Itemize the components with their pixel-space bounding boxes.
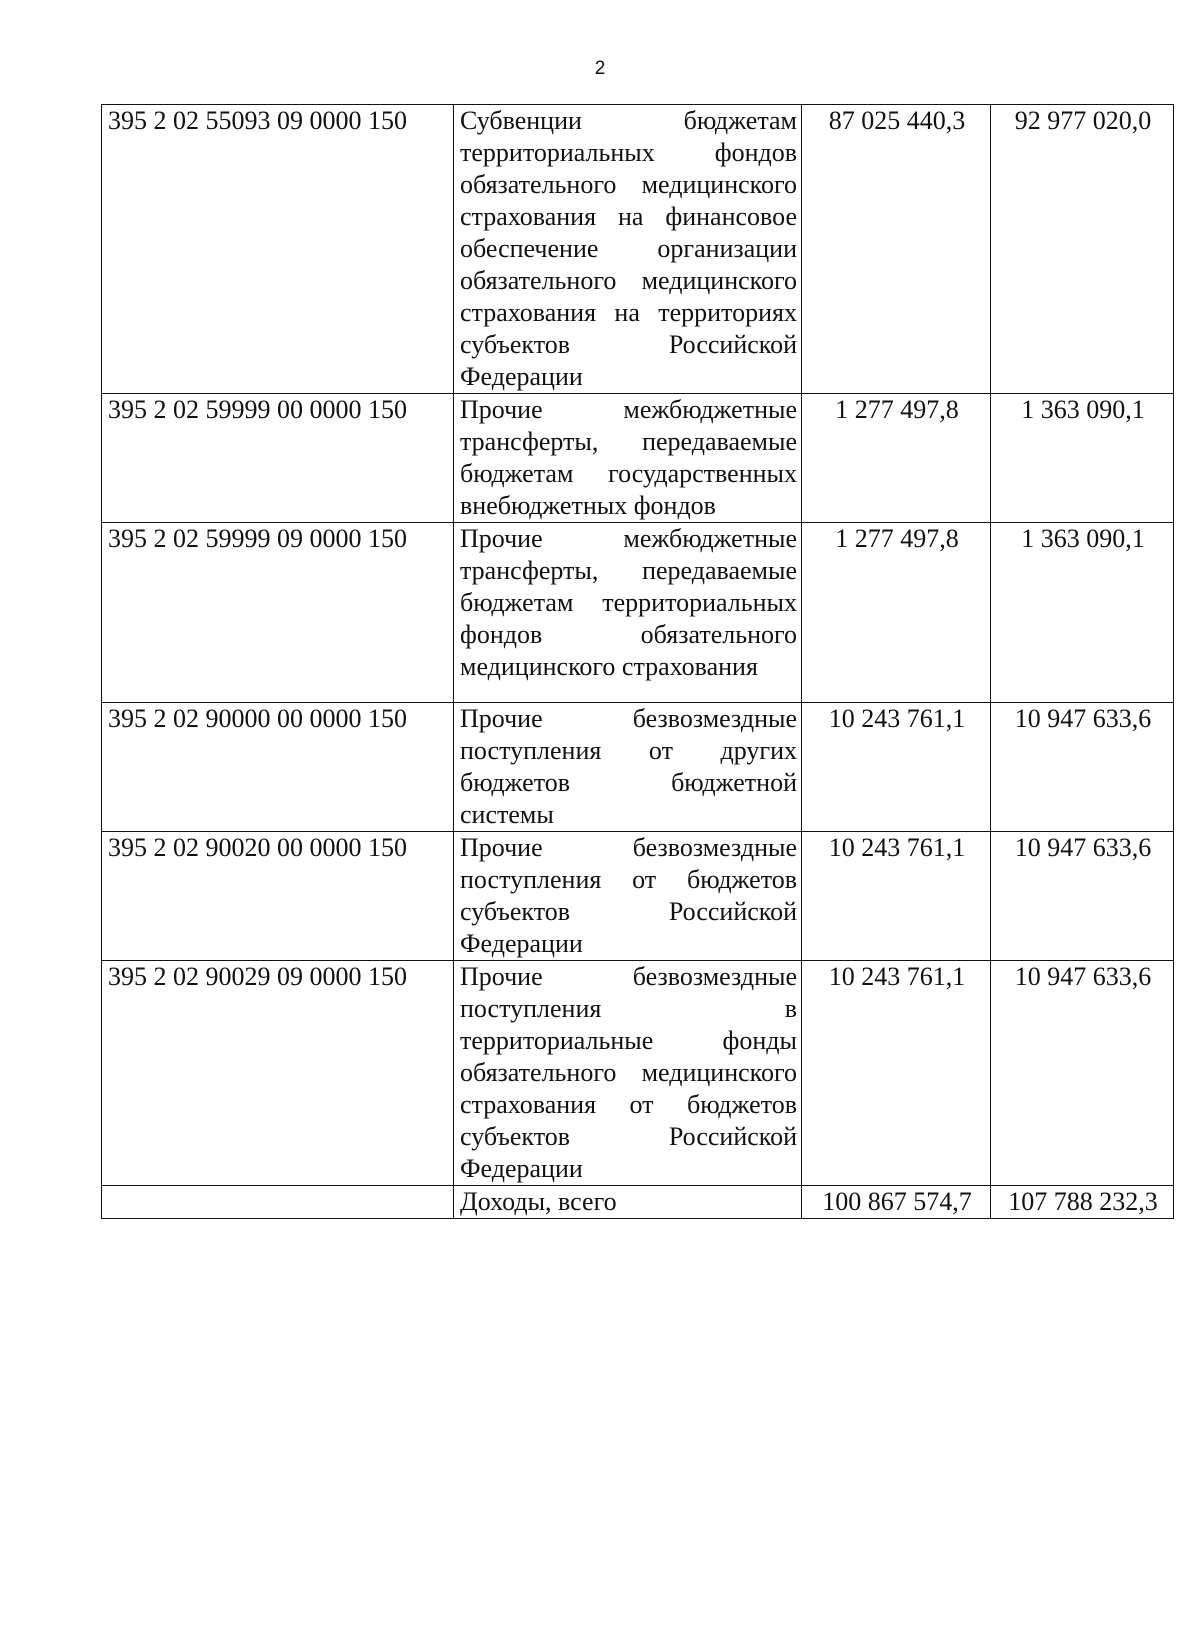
- budget-code: 395 2 02 90000 00 0000 150: [102, 703, 454, 832]
- budget-code: 395 2 02 59999 00 0000 150: [102, 394, 454, 523]
- budget-code: 395 2 02 59999 09 0000 150: [102, 523, 454, 703]
- value-year-2: 92 977 020,0: [991, 105, 1174, 394]
- value-year-1: 10 243 761,1: [802, 832, 991, 961]
- revenue-name: Прочие безвозмездные поступления в территориальные фонды обязательного медицинского страхования от бюджетов субъектов Российской Федерации: [454, 961, 802, 1186]
- revenue-name: Прочие безвозмездные поступления от бюджетов субъектов Российской Федерации: [454, 832, 802, 961]
- value-year-1: 1 277 497,8: [802, 523, 991, 703]
- table-row: [102, 523, 1174, 703]
- value-year-2: 1 363 090,1: [991, 394, 1174, 523]
- total-row: [102, 1186, 1174, 1219]
- revenue-name: Прочие безвозмездные поступления от других бюджетов бюджетной системы: [454, 703, 802, 832]
- total-code: [102, 1186, 454, 1219]
- revenue-name: Субвенции бюджетам территориальных фондов обязательного медицинского страхования на финансовое обеспечение организации обязательного медицинского страхования на территориях субъектов Российской Федерации: [454, 105, 802, 394]
- value-year-2: 10 947 633,6: [991, 961, 1174, 1186]
- value-year-1: 1 277 497,8: [802, 394, 991, 523]
- budget-code: 395 2 02 90020 00 0000 150: [102, 832, 454, 961]
- table-row: [102, 832, 1174, 961]
- budget-code: 395 2 02 55093 09 0000 150: [102, 105, 454, 394]
- revenue-table: [101, 104, 1174, 1219]
- table-row: [102, 703, 1174, 832]
- value-year-1: 10 243 761,1: [802, 961, 991, 1186]
- value-year-2: 1 363 090,1: [991, 523, 1174, 703]
- value-year-1: 10 243 761,1: [802, 703, 991, 832]
- total-value-year-2: 107 788 232,3: [991, 1186, 1174, 1219]
- page-number: 2: [594, 58, 606, 79]
- total-value-year-1: 100 867 574,7: [802, 1186, 991, 1219]
- table-row: [102, 961, 1174, 1186]
- table-row: [102, 105, 1174, 394]
- budget-code: 395 2 02 90029 09 0000 150: [102, 961, 454, 1186]
- revenue-name: Прочие межбюджетные трансферты, передаваемые бюджетам территориальных фондов обязательного медицинского страхования: [454, 523, 802, 703]
- value-year-2: 10 947 633,6: [991, 703, 1174, 832]
- value-year-1: 87 025 440,3: [802, 105, 991, 394]
- revenue-name: Прочие межбюджетные трансферты, передаваемые бюджетам государственных внебюджетных фондов: [454, 394, 802, 523]
- total-label: Доходы, всего: [454, 1186, 802, 1219]
- value-year-2: 10 947 633,6: [991, 832, 1174, 961]
- table-row: [102, 394, 1174, 523]
